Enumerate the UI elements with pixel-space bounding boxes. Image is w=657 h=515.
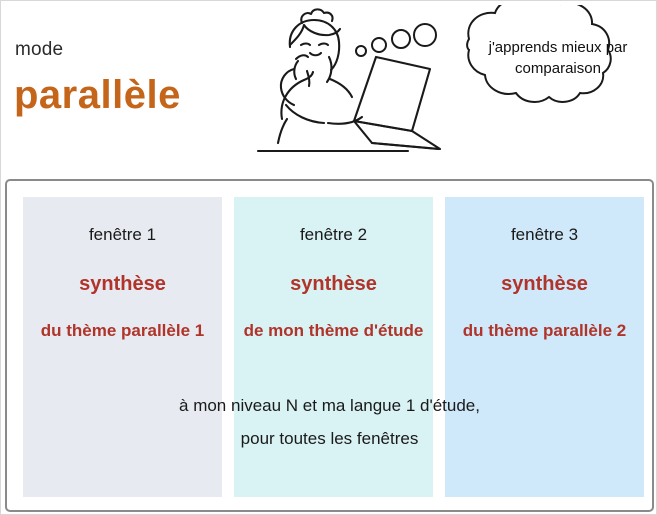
window-columns [7,181,652,510]
window-3-title: fenêtre 3 [510,225,579,244]
window-1-subtitle: du thème parallèle 1 [40,321,205,340]
page-title: parallèle [14,73,181,117]
diagram-header [1,1,657,177]
footer-line-1: à mon niveau N et ma langue 1 d'étude, [179,396,480,415]
window-3-synthesis: synthèse [501,273,588,295]
parallel-mode-panel [5,179,654,512]
window-1-title: fenêtre 1 [88,225,157,244]
window-2-title: fenêtre 2 [299,225,368,244]
window-column-1[interactable] [23,197,222,497]
window-1-synthesis: synthèse [79,273,166,295]
thought-bubble-text: j'apprends mieux par comparaison [488,39,628,77]
window-column-2[interactable] [234,197,433,497]
mode-label: mode [15,39,64,60]
footer-line-2: pour toutes les fenêtres [240,429,419,448]
window-3-subtitle: du thème parallèle 2 [462,321,627,340]
window-2-subtitle: de mon thème d'étude [243,321,424,340]
window-2-synthesis: synthèse [290,273,377,295]
window-column-3[interactable] [445,197,644,497]
